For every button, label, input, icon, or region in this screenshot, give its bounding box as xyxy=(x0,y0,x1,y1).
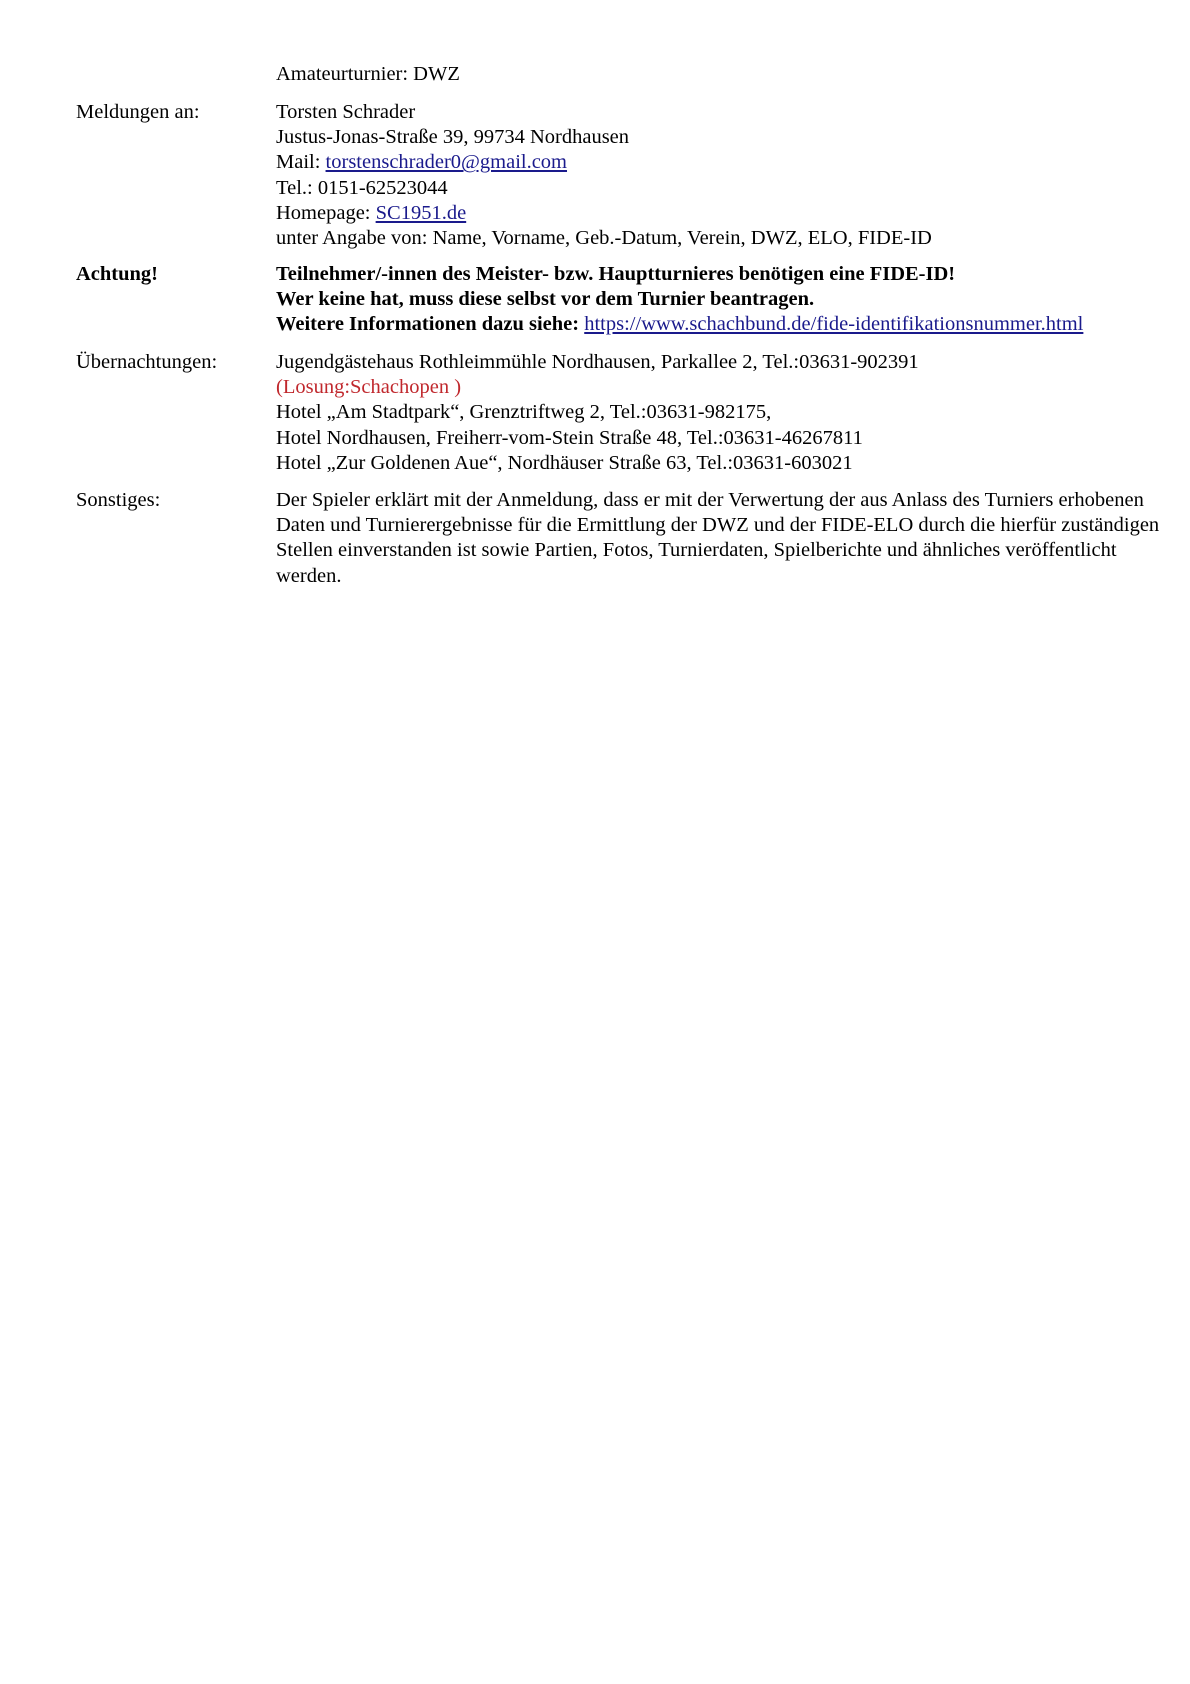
uebernachtungen-content xyxy=(276,350,1190,476)
contact-name: Torsten Schrader xyxy=(276,101,416,123)
contact-angabe: unter Angabe von: Name, Vorname, Geb.-Datum, Verein, DWZ, ELO, FIDE-ID xyxy=(276,227,932,250)
homepage-prefix: Homepage: xyxy=(276,201,376,224)
sonstiges-content xyxy=(276,488,1176,589)
achtung-line-2: Wer keine hat, muss diese selbst vor dem Turnier beantragen. xyxy=(276,288,815,311)
accommodation-4: Hotel „Zur Goldenen Aue“, Nordhäuser Straße 63, Tel.:03631-603021 xyxy=(276,451,853,474)
contact-address: Justus-Jonas-Straße 39, 99734 Nordhausen xyxy=(276,126,630,149)
contact-mail-line xyxy=(276,150,1190,175)
contact-homepage-line xyxy=(276,201,1190,226)
mail-prefix: Mail: xyxy=(276,151,326,174)
mail-link[interactable]: torstenschrader0@gmail.com xyxy=(325,151,568,174)
achtung-line-1: Teilnehmer/-innen des Meister- bzw. Hauptturnieres benötigen eine FIDE-ID! xyxy=(276,263,956,285)
sonstiges-label: Sonstiges: xyxy=(76,489,161,511)
fide-info-link[interactable]: https://www.schachbund.de/fide-identifikationsnummer.html xyxy=(584,313,1084,336)
contact-tel: Tel.: 0151-62523044 xyxy=(276,176,448,199)
accommodation-note: (Losung:Schachopen ) xyxy=(276,376,462,399)
achtung-content xyxy=(276,262,1190,338)
achtung-label: Achtung! xyxy=(76,263,159,285)
homepage-link[interactable]: SC1951.de xyxy=(375,201,467,224)
uebernachtungen-label: Übernachtungen: xyxy=(76,351,218,373)
achtung-info-prefix: Weitere Informationen dazu siehe: xyxy=(276,313,585,336)
meldungen-content xyxy=(276,100,1190,251)
meldungen-label: Meldungen an: xyxy=(76,101,200,123)
accommodation-2: Hotel „Am Stadtpark“, Grenztriftweg 2, Tel.:03631-982175, xyxy=(276,401,772,424)
sonstiges-text: Der Spieler erklärt mit der Anmeldung, dass er mit der Verwertung der aus Anlass des Turniers erhobenen Daten und Turnierergebnisse für die Ermittlung der DWZ und der FIDE-ELO durch die hierfür zuständigen Stellen einverstanden ist sowie Partien, Fotos, Turnierdaten, Spielberichte und ähnliches veröffentlicht werden. xyxy=(276,489,1160,587)
accommodation-3: Hotel Nordhausen, Freiherr-vom-Stein Straße 48, Tel.:03631-46267811 xyxy=(276,426,863,449)
amateur-text: Amateurturnier: DWZ xyxy=(276,63,460,85)
achtung-line-3 xyxy=(276,312,1190,337)
accommodation-1: Jugendgästehaus Rothleimmühle Nordhausen, Parkallee 2, Tel.:03631-902391 xyxy=(276,351,919,373)
